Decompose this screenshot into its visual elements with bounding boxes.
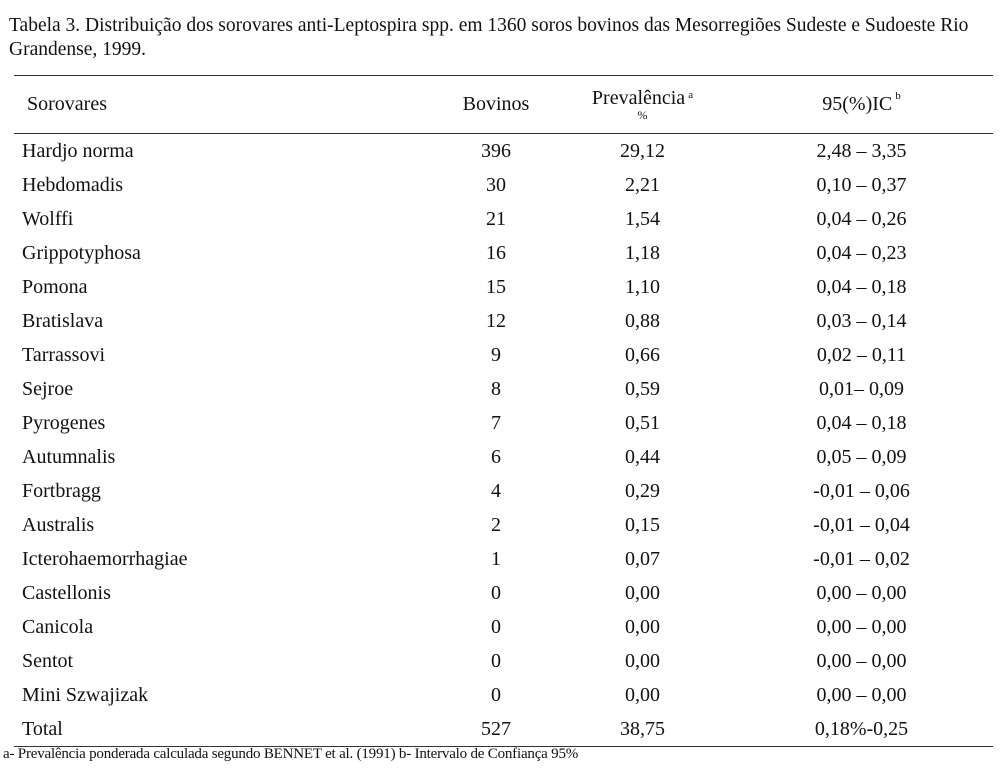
cell-prevalencia: 29,12 <box>620 139 665 162</box>
table-row <box>14 576 993 610</box>
cell-prevalencia: 1,54 <box>625 207 660 230</box>
table-header-row <box>14 76 993 133</box>
cell-bovinos: 527 <box>481 717 511 740</box>
cell-bovinos: 21 <box>486 207 506 230</box>
cell-prevalencia: 0,15 <box>625 513 660 536</box>
cell-bovinos: 4 <box>491 479 501 502</box>
cell-bovinos: 30 <box>486 173 506 196</box>
cell-ic: -0,01 – 0,02 <box>813 547 910 570</box>
header-bovinos: Bovinos <box>462 93 530 115</box>
table-row <box>14 474 993 508</box>
cell-sorovar: Canicola <box>22 615 94 638</box>
cell-bovinos: 9 <box>491 343 501 366</box>
cell-ic: 0,01– 0,09 <box>819 377 904 400</box>
cell-ic: 2,48 – 3,35 <box>816 139 907 162</box>
cell-ic: -0,01 – 0,06 <box>813 479 910 502</box>
cell-prevalencia: 0,44 <box>625 445 660 468</box>
cell-bovinos: 8 <box>491 377 501 400</box>
cell-ic: 0,03 – 0,14 <box>816 309 907 332</box>
header-prevalencia-label <box>592 88 693 108</box>
table-footnote: a- Prevalência ponderada calculada segundo BENNET et al. (1991) b- Intervalo de Confiança 95% <box>3 746 579 762</box>
cell-prevalencia: 2,21 <box>625 173 660 196</box>
cell-bovinos: 0 <box>491 649 501 672</box>
header-prevalencia-unit: % <box>637 107 648 122</box>
cell-bovinos: 0 <box>491 615 501 638</box>
cell-sorovar: Hebdomadis <box>22 173 124 196</box>
cell-ic: 0,04 – 0,23 <box>816 241 907 264</box>
cell-ic: 0,18%-0,25 <box>814 717 909 740</box>
cell-ic: 0,00 – 0,00 <box>816 581 907 604</box>
cell-bovinos: 12 <box>486 309 506 332</box>
cell-ic: 0,05 – 0,09 <box>816 445 907 468</box>
cell-bovinos: 396 <box>481 139 511 162</box>
table-caption: Tabela 3. Distribuição dos sorovares anti-Leptospira spp. em 1360 soros bovinos das Mesorregiões Sudeste e Sudoeste Rio Grandense, 1999. <box>9 15 969 60</box>
cell-sorovar: Hardjo norma <box>22 139 134 162</box>
cell-ic: -0,01 – 0,04 <box>813 513 910 536</box>
cell-ic: 0,04 – 0,26 <box>816 207 907 230</box>
cell-sorovar: Grippotyphosa <box>22 241 141 264</box>
cell-sorovar: Pyrogenes <box>22 411 106 434</box>
cell-prevalencia: 0,07 <box>625 547 660 570</box>
table-total-row <box>14 712 993 746</box>
cell-sorovar: Total <box>22 717 63 740</box>
table-row <box>14 134 993 168</box>
cell-sorovar: Pomona <box>22 275 88 298</box>
header-sorovares: Sorovares <box>27 93 107 115</box>
table-row <box>14 406 993 440</box>
table-row <box>14 508 993 542</box>
table-body <box>14 134 993 746</box>
cell-sorovar: Icterohaemorrhagiae <box>22 547 188 570</box>
cell-prevalencia: 0,88 <box>625 309 660 332</box>
cell-bovinos: 1 <box>491 547 501 570</box>
cell-prevalencia: 0,00 <box>625 615 660 638</box>
cell-prevalencia: 0,51 <box>625 411 660 434</box>
cell-ic: 0,00 – 0,00 <box>816 649 907 672</box>
cell-ic: 0,00 – 0,00 <box>816 683 907 706</box>
footnote-marker-a: a <box>688 88 694 101</box>
header-ic <box>730 90 993 116</box>
cell-ic: 0,10 – 0,37 <box>816 173 907 196</box>
cell-ic: 0,04 – 0,18 <box>816 275 907 298</box>
table-row <box>14 236 993 270</box>
cell-prevalencia: 1,10 <box>625 275 660 298</box>
cell-sorovar: Tarrassovi <box>22 343 106 366</box>
cell-prevalencia: 0,00 <box>625 581 660 604</box>
table-row <box>14 168 993 202</box>
cell-ic: 0,02 – 0,11 <box>816 343 907 366</box>
cell-sorovar: Sejroe <box>22 377 74 400</box>
table-row <box>14 610 993 644</box>
table-row <box>14 270 993 304</box>
header-prevalencia <box>555 88 730 122</box>
cell-bovinos: 2 <box>491 513 501 536</box>
cell-ic: 0,04 – 0,18 <box>816 411 907 434</box>
cell-prevalencia: 0,66 <box>625 343 660 366</box>
cell-bovinos: 0 <box>491 683 501 706</box>
table-row <box>14 372 993 406</box>
cell-prevalencia: 38,75 <box>620 717 665 740</box>
header-prevalencia-text: Prevalência <box>591 86 686 109</box>
cell-prevalencia: 0,00 <box>625 649 660 672</box>
table-row <box>14 644 993 678</box>
table-row <box>14 304 993 338</box>
cell-ic: 0,00 – 0,00 <box>816 615 907 638</box>
cell-prevalencia: 0,00 <box>625 683 660 706</box>
footnote-marker-b: b <box>895 90 901 102</box>
cell-bovinos: 15 <box>486 275 506 298</box>
cell-bovinos: 16 <box>486 241 506 264</box>
table-row <box>14 440 993 474</box>
table-row <box>14 202 993 236</box>
data-table <box>14 75 993 747</box>
header-ic-text: 95(%)IC <box>822 93 893 115</box>
cell-prevalencia: 0,59 <box>625 377 660 400</box>
cell-sorovar: Mini Szwajizak <box>22 683 149 706</box>
cell-bovinos: 6 <box>491 445 501 468</box>
cell-sorovar: Fortbragg <box>22 479 101 502</box>
cell-prevalencia: 1,18 <box>625 241 660 264</box>
table-row <box>14 678 993 712</box>
table-row <box>14 338 993 372</box>
cell-sorovar: Wolffi <box>22 207 74 230</box>
cell-sorovar: Bratislava <box>22 309 104 332</box>
cell-bovinos: 0 <box>491 581 501 604</box>
cell-bovinos: 7 <box>491 411 501 434</box>
cell-sorovar: Sentot <box>22 649 74 672</box>
cell-sorovar: Australis <box>22 513 95 536</box>
cell-sorovar: Castellonis <box>22 581 111 604</box>
table-row <box>14 542 993 576</box>
cell-prevalencia: 0,29 <box>625 479 660 502</box>
cell-sorovar: Autumnalis <box>22 445 116 468</box>
